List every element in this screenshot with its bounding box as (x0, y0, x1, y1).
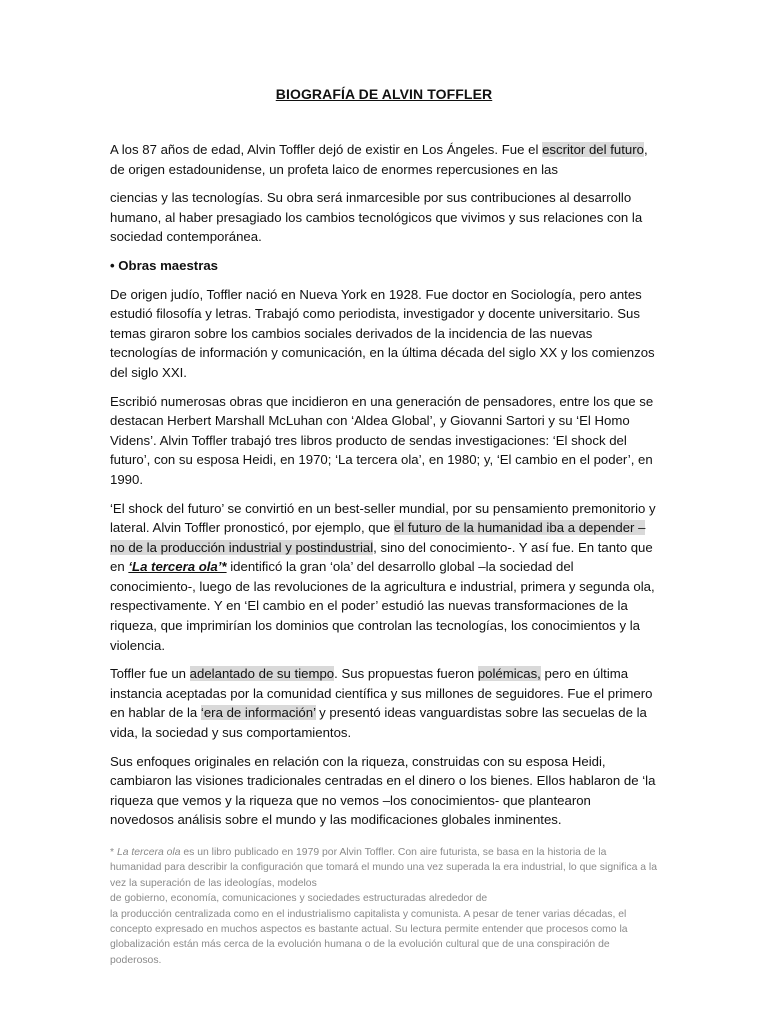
text-run: A los 87 años de edad, Alvin Toffler dejó de existir en Los Ángeles. Fue el (110, 142, 543, 157)
text-run: y presentó ideas vanguardistas sobre las secuelas de la vida, la sociedad y sus comportamientos. (110, 705, 647, 741)
highlight-escritor-del-futuro: escritor del futuro (542, 142, 644, 157)
text-run: , sino del conocimiento-. Y así fue. En tanto que en (110, 539, 653, 575)
page-title: BIOGRAFÍA DE ALVIN TOFFLER (275, 86, 493, 102)
paragraph-pioneer (110, 664, 658, 742)
text-run: pero en última instancia aceptadas por la comunidad científica y sus millones de seguidores. Fue el primero en hablar de la (110, 666, 653, 721)
paragraph-intro (110, 140, 658, 179)
paragraph-origin: De origen judío, Toffler nació en Nueva York en 1928. Fue doctor en Sociología, pero antes estudió filosofía y letras. Trabajó como periodista, investigador y docente universitario. Sus temas giraron sobre los cambios sociales derivados de la incidencia de las nuevas tecnologías de información y comunicación, en la última década del siglo XX y los comienzos del siglo XXI. (110, 286, 655, 380)
paragraph-contributions: ciencias y las tecnologías. Su obra será inmarcesible por sus contribuciones al desarrollo humano, al haber presagiado los cambios tecnológicos que vivimos y sus relaciones con la sociedad contemporánea. (110, 190, 643, 245)
paragraph-wealth: Sus enfoques originales en relación con la riqueza, construidas con su esposa Heidi, cambiaron las visiones tradicionales centradas en el dinero o los bienes. Ellos hablaron de ‘la riqueza que vemos y la riqueza que no vemos –los conocimientos- que plantearon novedosos análisis sobre el mundo y las modificaciones globales inminentes. (110, 753, 656, 828)
text-run: ‘El shock del futuro’ se convirtió en un best-seller mundial, por su pensamiento premonitorio y lateral. Alvin Toffler pronosticó, por ejemplo, que (110, 500, 656, 536)
document-body (110, 140, 658, 839)
highlight-adelantado: adelantado de su tiempo (189, 666, 335, 682)
text-run: es un libro publicado en 1979 por Alvin Toffler. Con aire futurista, se basa en la historia de la humanidad para describir la configuración que tomará el mundo una vez superada la era industrial, lo que significa a la vez la superación de las ideologías, modelos (110, 847, 657, 889)
paragraph-shock (110, 499, 658, 656)
footnote-star: * (110, 847, 117, 858)
section-heading (110, 256, 658, 276)
text-run: identificó la gran ‘ola’ del desarrollo global –la sociedad del conocimiento-, luego de las revoluciones de la agricultura e industrial, primera y segunda ola, respectivamente. Y en ‘El cambio en el poder’ estudió las nuevas transformaciones de la riqueza, que imprimirían los dominios que controlan las tecnologías, los conocimientos y la violencia. (110, 559, 655, 653)
text-run: , de origen estadounidense, un profeta laico de enormes repercusiones en las (110, 142, 648, 177)
text-run: . Sus propuestas fueron (334, 666, 478, 682)
paragraph-works: Escribió numerosas obras que incidieron en una generación de pensadores, entre los que se destacan Herbert Marshall McLuhan con ‘Aldea Global’, y Giovanni Sartori y su ‘El Homo Videns’. Alvin Toffler trabajó tres libros producto de sendas investigaciones: ‘El shock del futuro’, con su esposa Heidi, en 1970; ‘La tercera ola’, en 1980; y, ‘El cambio en el poder’, en 1990. (110, 393, 654, 487)
book-title-tercera-ola: ‘La tercera ola’* (128, 559, 227, 575)
highlight-polemicas: polémicas, (477, 666, 541, 682)
section-title: Obras maestras (118, 257, 218, 273)
highlight-futuro-humanidad: el futuro de la humanidad iba a depender –no de la producción industrial y postindustrial (110, 520, 646, 555)
highlight-era-informacion: ‘era de información’ (200, 705, 316, 721)
footnote-line-2: de gobierno, economía, comunicaciones y sociedades estructuradas alrededor de (110, 893, 488, 905)
text-run: Toffler fue un (110, 666, 190, 682)
footnote-book-title: La tercera ola (116, 847, 181, 858)
footnote-line-3: la producción centralizada como en el industrialismo capitalista y comunista. A pesar de tener varias décadas, el concepto expresado en muchos aspectos es bastante actual. Su lectura permite entender que procesos como la globalización están más cerca de la evolución humana o de la evolución cultural que de una conspiración de poderosos. (110, 908, 628, 966)
footnote-line-1 (110, 845, 658, 891)
footnote (110, 845, 658, 968)
bullet-icon: • (110, 257, 115, 273)
